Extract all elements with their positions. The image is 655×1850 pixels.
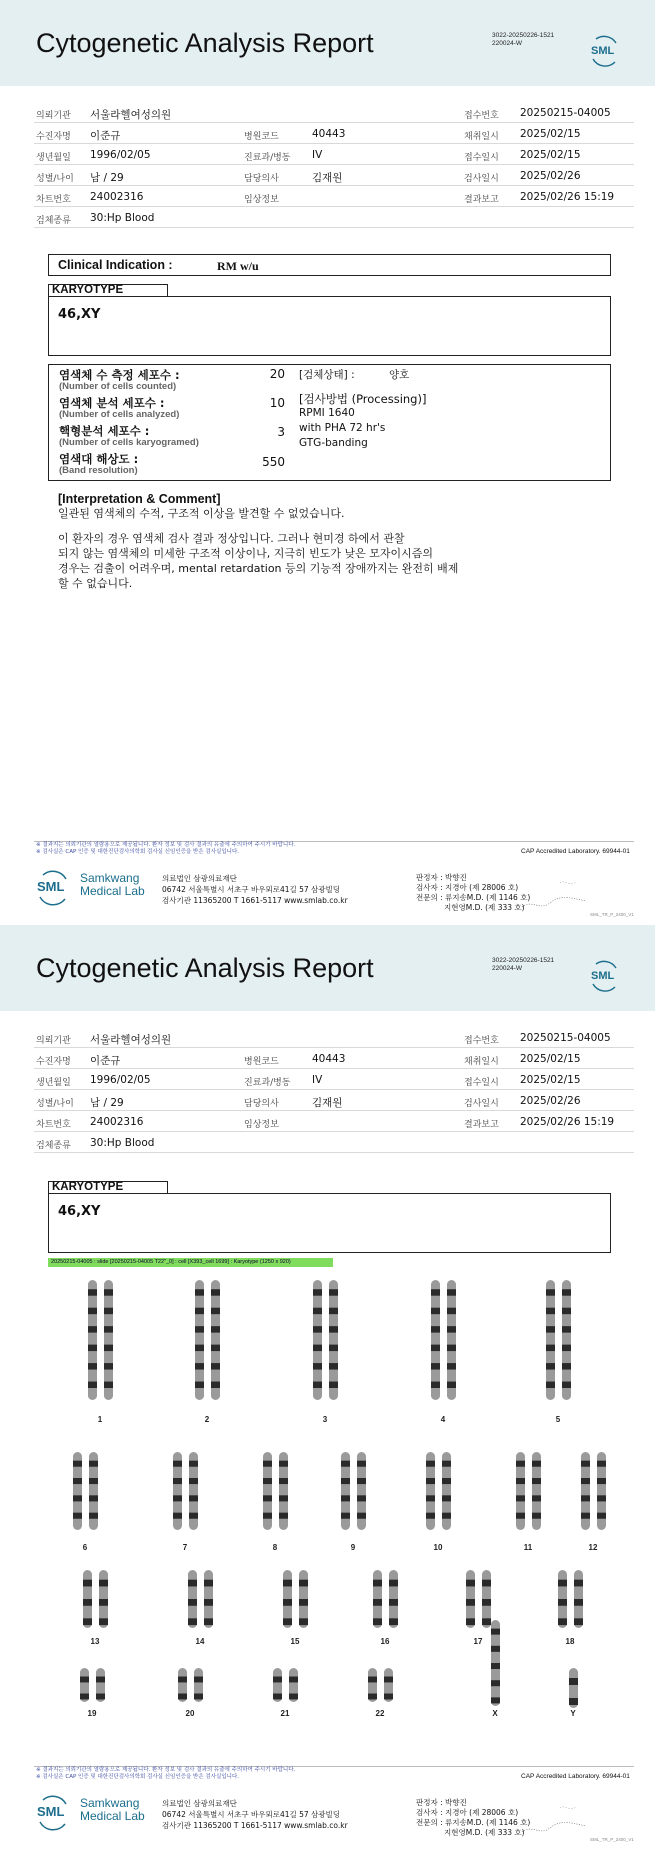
interpretation-text: 이 환자의 경우 염색체 검사 결과 정상입니다. 그러나 현미경 하에서 관찰 xyxy=(58,532,405,545)
karyotype-value: 46,XY xyxy=(58,1204,101,1219)
chromosome-label: 7 xyxy=(182,1543,188,1552)
chromosome-3 xyxy=(329,1280,338,1400)
chromosome-11 xyxy=(516,1452,525,1530)
lab-address: 의료법인 삼광의료재단 06742 서울특별시 서초구 바우뫼로41길 57 삼광빌딩 검사기관 11365200 T 1661-5117 www.smlab.co.kr xyxy=(162,1799,348,1830)
chromosome-18 xyxy=(574,1570,583,1628)
doctor-value: 김재원 xyxy=(312,1097,343,1109)
birth-value: 1996/02/05 xyxy=(90,1074,151,1086)
chart-no-value: 24002316 xyxy=(90,191,144,203)
chromosome-label: 3 xyxy=(322,1415,328,1424)
signing-doctors: 판정자 : 박향진 검사자 : 지경아 (제 28006 호) 전문의 : 류지송M.D. (제 1146 호) 지현영M.D. (제 333 호) xyxy=(416,873,531,912)
info-row: 의뢰기관 서울라헬여성의원 접수번호 20250215-04005 xyxy=(34,1027,634,1048)
karyotype-tab: KARYOTYPE xyxy=(48,1181,168,1193)
chromosome-label: 11 xyxy=(523,1543,533,1552)
interpretation-text: 되지 않는 염색체의 미세한 구조적 이상이나, 지극히 빈도가 낮은 모자이시즘의 xyxy=(58,547,433,560)
lab-name: Samkwang Medical Lab xyxy=(80,1796,145,1823)
chromosome-label: 18 xyxy=(565,1637,575,1646)
chromosome-9 xyxy=(341,1452,350,1530)
chromosome-5 xyxy=(546,1280,555,1400)
sml-logo-icon xyxy=(588,34,620,68)
sml-lab-logo-icon xyxy=(35,868,71,906)
chromosome-label: 21 xyxy=(280,1709,290,1718)
chromosome-1 xyxy=(104,1280,113,1400)
form-version: SML_TR_P_2400_V1 xyxy=(590,1837,634,1842)
band-resolution-value: 550 xyxy=(262,455,285,469)
specimen-status-value: 양호 xyxy=(389,369,410,381)
info-row: 차트번호 24002316 임상정보 결과보고 2025/02/26 15:19 xyxy=(34,186,634,207)
chromosome-label: 13 xyxy=(90,1637,100,1646)
interpretation-heading: [Interpretation & Comment] xyxy=(58,492,221,506)
karyotype-box xyxy=(48,296,611,356)
patient-name-value: 이준규 xyxy=(90,130,121,142)
chromosome-2 xyxy=(211,1280,220,1400)
chromosome-label: 12 xyxy=(588,1543,598,1552)
cells-karyogramed-label: 핵형분석 세포수 : (Number of cells karyogramed) xyxy=(59,424,199,448)
form-version: SML_TR_P_2400_V1 xyxy=(590,912,634,917)
interpretation-text: 할 수 없습니다. xyxy=(58,577,133,590)
chromosome-label: 5 xyxy=(555,1415,561,1424)
chromosome-6 xyxy=(89,1452,98,1530)
interpretation-section xyxy=(58,492,618,591)
doctor-value: 김재원 xyxy=(312,172,343,184)
cap-accreditation: CAP Accredited Laboratory. 69944-01 xyxy=(521,848,630,855)
sml-lab-logo-icon xyxy=(35,1793,71,1831)
chromosome-22 xyxy=(368,1668,377,1702)
chromosome-9 xyxy=(357,1452,366,1530)
chromosome-label: 22 xyxy=(375,1709,385,1718)
chromosome-20 xyxy=(178,1668,187,1702)
signature-icon xyxy=(520,877,590,917)
chromosome-label: 19 xyxy=(87,1709,97,1718)
lab-name: Samkwang Medical Lab xyxy=(80,871,145,898)
chromosome-10 xyxy=(426,1452,435,1530)
chromosome-label: 6 xyxy=(82,1543,88,1552)
band-resolution-label: 염색대 해상도 : (Band resolution) xyxy=(59,452,139,476)
report-title: Cytogenetic Analysis Report xyxy=(36,953,374,983)
cells-counted-label: 염색체 수 측정 세포수 : (Number of cells counted) xyxy=(59,368,180,392)
reported-value: 2025/02/26 15:19 xyxy=(520,191,615,203)
chromosome-label: 9 xyxy=(350,1543,356,1552)
info-row: 수진자명 이준규 병원코드 40443 채취일시 2025/02/15 xyxy=(34,123,634,144)
info-row: 검체종류 30:Hp Blood xyxy=(34,1132,634,1153)
specimen-value: 30:Hp Blood xyxy=(90,1137,155,1149)
birth-value: 1996/02/05 xyxy=(90,149,151,161)
report-header xyxy=(0,0,655,86)
report-codes: 3022-20250226-1521 220024-W xyxy=(492,32,555,47)
info-row: 의뢰기관 서울라헬여성의원 접수번호 20250215-04005 xyxy=(34,102,634,123)
chromosome-4 xyxy=(431,1280,440,1400)
chromosome-6 xyxy=(73,1452,82,1530)
clinical-indication-label: Clinical Indication : xyxy=(58,258,173,272)
chromosome-19 xyxy=(80,1668,89,1702)
karyotype-value: 46,XY xyxy=(58,307,101,322)
chromosome-2 xyxy=(195,1280,204,1400)
report-codes: 3022-20250226-1521 220024-W xyxy=(492,957,555,972)
chromosome-label: 2 xyxy=(204,1415,210,1424)
chromosome-17 xyxy=(466,1570,475,1628)
processing-label: [검사방법 (Processing)] xyxy=(299,392,427,406)
received-value: 2025/02/15 xyxy=(520,1074,581,1086)
chromosome-14 xyxy=(204,1570,213,1628)
collected-value: 2025/02/15 xyxy=(520,128,581,140)
footer-notes: ※ 결과지는 의뢰기관의 열람용으로 제공됩니다. 환자 정보 및 검사 결과의 유출에 주의하여 주시기 바랍니다. ※ 검사실은 CAP 인증 및 대한진단검사의학회 검사실 신임인증을 받은 검사실입니다. xyxy=(36,1767,296,1780)
chromosome-13 xyxy=(83,1570,92,1628)
hospital-code-value: 40443 xyxy=(312,1053,346,1065)
chromosome-7 xyxy=(189,1452,198,1530)
report-title: Cytogenetic Analysis Report xyxy=(36,28,374,58)
processing-line: with PHA 72 hr's xyxy=(299,422,386,434)
chromosome-22 xyxy=(384,1668,393,1702)
patient-name-value: 이준규 xyxy=(90,1055,121,1067)
info-row: 성별/나이 남 / 29 담당의사 김재원 검사일시 2025/02/26 xyxy=(34,165,634,186)
chromosome-21 xyxy=(273,1668,282,1702)
signing-doctors: 판정자 : 박향진 검사자 : 지경아 (제 28006 호) 전문의 : 류지송M.D. (제 1146 호) 지현영M.D. (제 333 호) xyxy=(416,1798,531,1837)
info-row: 생년월일 1996/02/05 진료과/병동 IV 접수일시 2025/02/15 xyxy=(34,1069,634,1090)
chromosome-8 xyxy=(263,1452,272,1530)
chromosome-X xyxy=(491,1620,500,1706)
cells-analyzed-label: 염색체 분석 세포수 : (Number of cells analyzed) xyxy=(59,396,180,420)
chromosome-18 xyxy=(558,1570,567,1628)
chromosome-Y xyxy=(569,1668,578,1708)
chromosome-label: 17 xyxy=(473,1637,483,1646)
info-row: 수진자명 이준규 병원코드 40443 채취일시 2025/02/15 xyxy=(34,1048,634,1069)
svg-text:SML: SML xyxy=(37,1804,65,1819)
info-row: 생년월일 1996/02/05 진료과/병동 IV 접수일시 2025/02/15 xyxy=(34,144,634,165)
chromosome-label: 14 xyxy=(195,1637,205,1646)
hospital-code-value: 40443 xyxy=(312,128,346,140)
chromosome-19 xyxy=(96,1668,105,1702)
chromosome-label: 15 xyxy=(290,1637,300,1646)
tested-value: 2025/02/26 xyxy=(520,170,581,182)
chromosome-8 xyxy=(279,1452,288,1530)
karyotype-box xyxy=(48,1193,611,1253)
cells-counted-value: 20 xyxy=(269,367,285,381)
sex-age-value: 남 / 29 xyxy=(90,172,124,184)
karyogram-image xyxy=(40,1270,620,1720)
info-row: 차트번호 24002316 임상정보 결과보고 2025/02/26 15:19 xyxy=(34,1111,634,1132)
chromosome-1 xyxy=(88,1280,97,1400)
received-value: 2025/02/15 xyxy=(520,149,581,161)
receipt-no-value: 20250215-04005 xyxy=(520,1032,611,1044)
patient-info-table xyxy=(34,1027,634,1153)
cell-count-box xyxy=(48,364,611,481)
chromosome-11 xyxy=(532,1452,541,1530)
chromosome-15 xyxy=(299,1570,308,1628)
processing-line: GTG-banding xyxy=(299,437,368,449)
info-row: 검체종류 30:Hp Blood xyxy=(34,207,634,228)
chromosome-12 xyxy=(597,1452,606,1530)
specimen-status-label: [검체상태] : xyxy=(299,369,355,381)
specimen-value: 30:Hp Blood xyxy=(90,212,155,224)
cap-accreditation: CAP Accredited Laboratory. 69944-01 xyxy=(521,1773,630,1780)
chromosome-13 xyxy=(99,1570,108,1628)
report-header xyxy=(0,925,655,1011)
chromosome-3 xyxy=(313,1280,322,1400)
receipt-no-value: 20250215-04005 xyxy=(520,107,611,119)
clinical-indication-box xyxy=(48,254,611,276)
chart-no-value: 24002316 xyxy=(90,1116,144,1128)
chromosome-4 xyxy=(447,1280,456,1400)
chromosome-label: 8 xyxy=(272,1543,278,1552)
chromosome-label: 20 xyxy=(185,1709,195,1718)
chromosome-12 xyxy=(581,1452,590,1530)
tested-value: 2025/02/26 xyxy=(520,1095,581,1107)
chromosome-label: 16 xyxy=(380,1637,390,1646)
chromosome-17 xyxy=(482,1570,491,1628)
footer-notes: ※ 결과지는 의뢰기관의 열람용으로 제공됩니다. 환자 정보 및 검사 결과의 유출에 주의하여 주시기 바랍니다. ※ 검사실은 CAP 인증 및 대한진단검사의학회 검사실 신임인증을 받은 검사실입니다. xyxy=(36,842,296,855)
chromosome-label: X xyxy=(492,1709,498,1718)
chromosome-label: 1 xyxy=(97,1415,103,1424)
karyogram-image-caption: 20250215-04005 : slide [20250215-04005 T22"_0] : cell [X393_cell 1699] : Karyotype (1250 x 920) xyxy=(48,1258,333,1267)
chromosome-7 xyxy=(173,1452,182,1530)
lab-address: 의료법인 삼광의료재단 06742 서울특별시 서초구 바우뫼로41길 57 삼광빌딩 검사기관 11365200 T 1661-5117 www.smlab.co.kr xyxy=(162,874,348,905)
collected-value: 2025/02/15 xyxy=(520,1053,581,1065)
reported-value: 2025/02/26 15:19 xyxy=(520,1116,615,1128)
karyotype-tab: KARYOTYPE xyxy=(48,284,168,296)
clinical-indication-value: RM w/u xyxy=(217,259,259,273)
chromosome-14 xyxy=(188,1570,197,1628)
svg-text:SML: SML xyxy=(37,879,65,894)
interpretation-text: 경우는 검출이 어려우며, mental retardation 등의 기능적 장애까지는 완전히 배제 xyxy=(58,562,459,575)
interpretation-text: 일관된 염색체의 수적, 구조적 이상을 발견할 수 없었습니다. xyxy=(58,507,345,520)
chromosome-20 xyxy=(194,1668,203,1702)
institution-value: 서울라헬여성의원 xyxy=(90,1034,172,1046)
institution-value: 서울라헬여성의원 xyxy=(90,109,172,121)
report-page-2 xyxy=(0,925,655,1850)
sex-age-value: 남 / 29 xyxy=(90,1097,124,1109)
processing-line: RPMI 1640 xyxy=(299,407,355,419)
sml-logo-icon xyxy=(588,959,620,993)
svg-text:SML: SML xyxy=(591,970,615,982)
chromosome-10 xyxy=(442,1452,451,1530)
info-row: 성별/나이 남 / 29 담당의사 김재원 검사일시 2025/02/26 xyxy=(34,1090,634,1111)
cells-analyzed-value: 10 xyxy=(269,396,285,410)
dept-value: IV xyxy=(312,1074,323,1086)
signature-icon xyxy=(520,1802,590,1842)
chromosome-label: 4 xyxy=(440,1415,446,1424)
chromosome-5 xyxy=(562,1280,571,1400)
chromosome-16 xyxy=(373,1570,382,1628)
patient-info-table xyxy=(34,102,634,228)
chromosome-21 xyxy=(289,1668,298,1702)
dept-value: IV xyxy=(312,149,323,161)
chromosome-16 xyxy=(389,1570,398,1628)
svg-text:SML: SML xyxy=(591,45,615,57)
chromosome-label: Y xyxy=(570,1709,576,1718)
chromosome-label: 10 xyxy=(433,1543,443,1552)
chromosome-15 xyxy=(283,1570,292,1628)
cells-karyogramed-value: 3 xyxy=(277,425,285,439)
